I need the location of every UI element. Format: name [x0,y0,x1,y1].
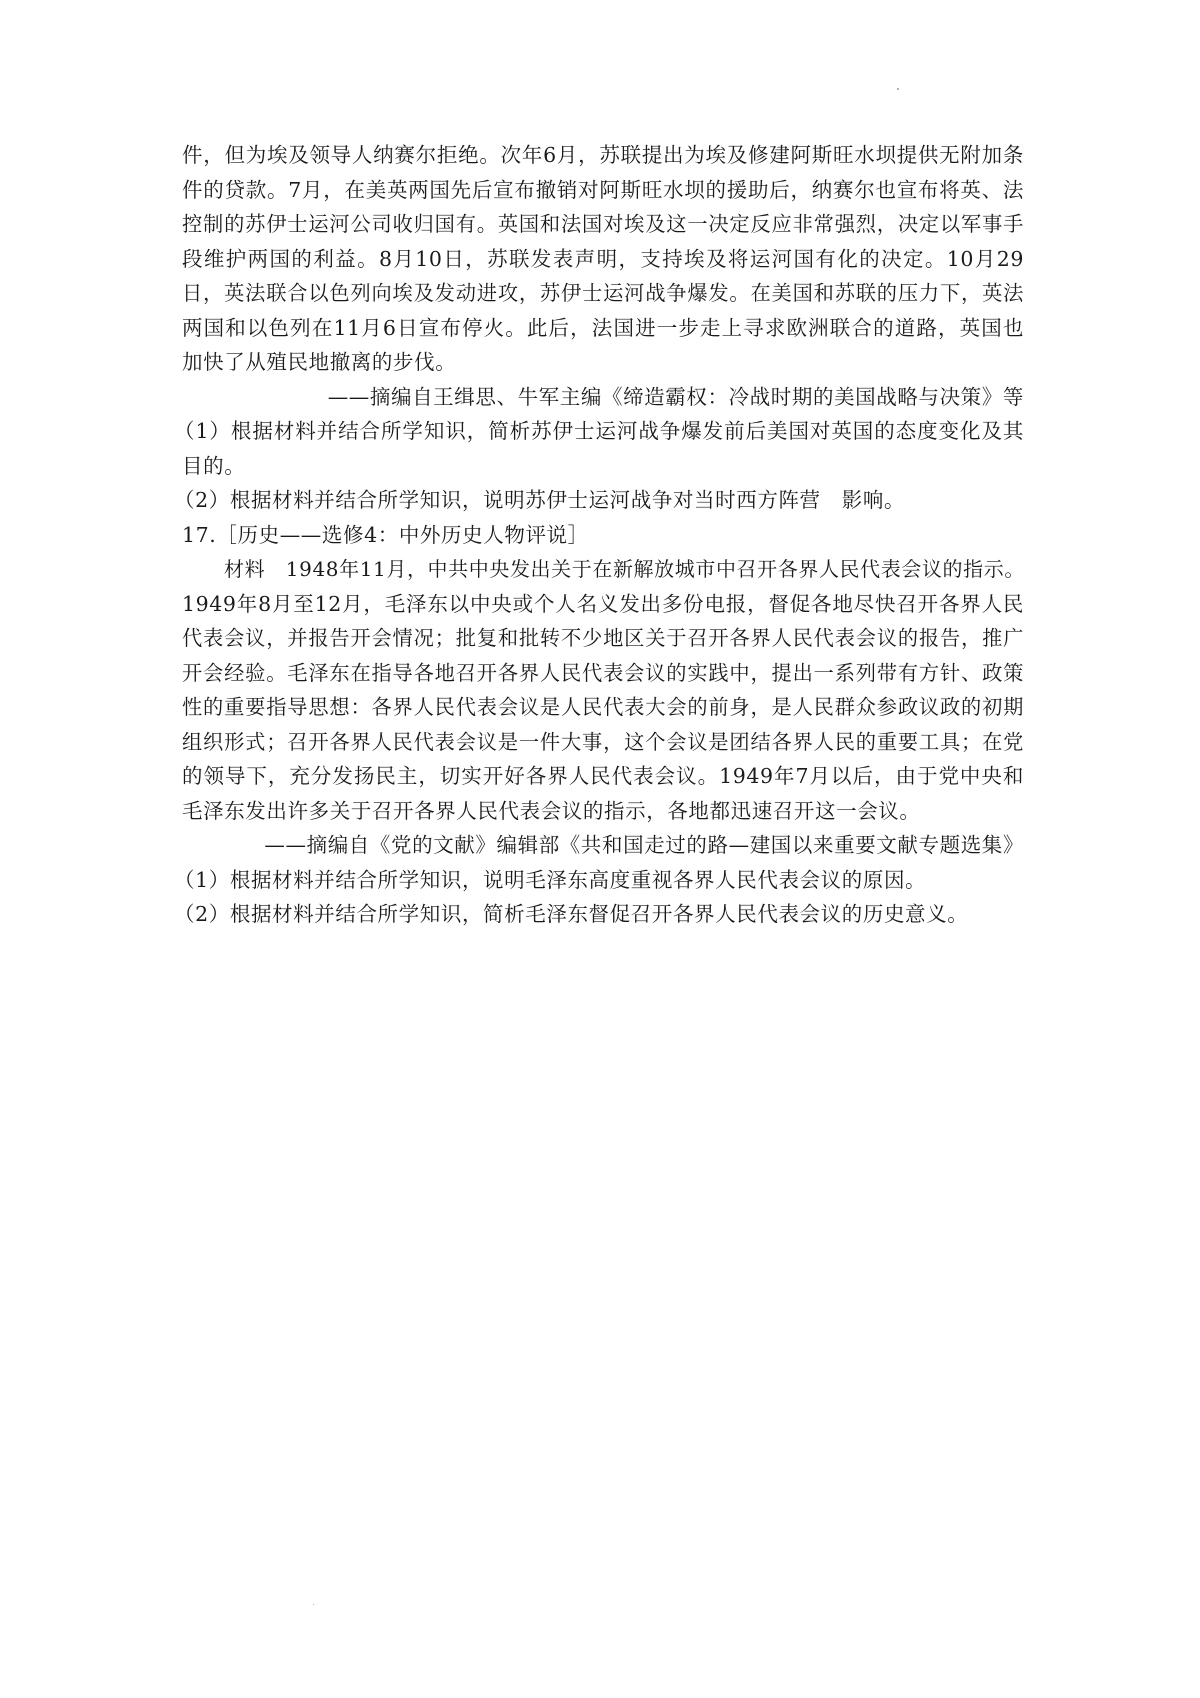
material-16-passage [182,138,1024,380]
passage-line: 毛泽东发出许多关于召开各界人民代表会议的指示，各地都迅速召开这一会议。 [182,798,921,823]
passage-line: 组织形式；召开各界人民代表会议是一件大事，这个会议是团结各界人民的重要工具；在党 [182,729,1024,754]
question-16-1-cont: 目的。 [182,453,246,478]
source-citation: ——摘编自《党的文献》编辑部《共和国走过的路—建国以来重要文献专题选集》 [264,833,1024,857]
question-17-2: （2）根据材料并结合所学知识，简析毛泽东督促召开各界人民代表会议的历史意义。 [174,902,969,926]
scan-speck [897,88,899,90]
source-citation: ——摘编自王缉思、牛军主编《缔造霸权：冷战时期的美国战略与决策》等 [327,384,1024,409]
question-16-2: （2）根据材料并结合所学知识，说明苏伊士运河战争对当时西方阵营 影响。 [174,488,906,512]
passage-line: 段维护两国的利益。8月10日，苏联发表声明，支持埃及将运河国有化的决定。10月29 [182,246,1024,271]
passage-line: 材料 1948年11月，中共中央发出关于在新解放城市中召开各界人民代表会议的指示。 [224,557,1025,581]
passage-line: 控制的苏伊士运河公司收归国有。英国和法国对埃及这一决定反应非常强烈，决定以军事手 [182,212,1024,236]
passage-line: 日，英法联合以色列向埃及发动进攻，苏伊士运河战争爆发。在美国和苏联的压力下，英法 [182,281,1024,305]
passage-line: 开会经验。毛泽东在指导各地召开各界人民代表会议的实践中，提出一系列带有方针、政策 [182,660,1024,685]
passage-line: 两国和以色列在11月6日宣布停火。此后，法国进一步走上寻求欧洲联合的道路，英国也 [182,315,1024,340]
passage-line: 代表会议，并报告开会情况；批复和批转不少地区关于召开各界人民代表会议的报告，推广 [182,626,1024,650]
scan-speck [313,1604,314,1605]
passage-line: 的领导下，充分发扬民主，切实开好各界人民代表会议。1949年7月以后，由于党中央和 [182,764,1024,788]
passage-line: 件，但为埃及领导人纳赛尔拒绝。次年6月，苏联提出为埃及修建阿斯旺水坝提供无附加条 [182,143,1024,167]
question-17-1: （1）根据材料并结合所学知识，说明毛泽东高度重视各界人民代表会议的原因。 [174,867,927,892]
passage-line: 加快了从殖民地撤离的步伐。 [182,350,457,374]
question-16-1: （1）根据材料并结合所学知识，简析苏伊士运河战争爆发前后美国对英国的态度变化及其 [174,419,1024,443]
passage-line: 性的重要指导思想：各界人民代表会议是人民代表大会的前身，是人民群众参政议政的初期 [182,695,1024,719]
passage-line: 1949年8月至12月，毛泽东以中央或个人名义发出多份电报，督促各地尽快召开各界人民 [182,591,1024,616]
material-17-passage [182,552,1024,828]
document-page [174,138,1025,932]
question-17-title: 17.［历史——选修4：中外历史人物评说］ [182,522,589,547]
passage-line: 件的贷款。7月，在美英两国先后宣布撤销对阿斯旺水坝的援助后，纳赛尔也宣布将英、法 [182,177,1024,202]
